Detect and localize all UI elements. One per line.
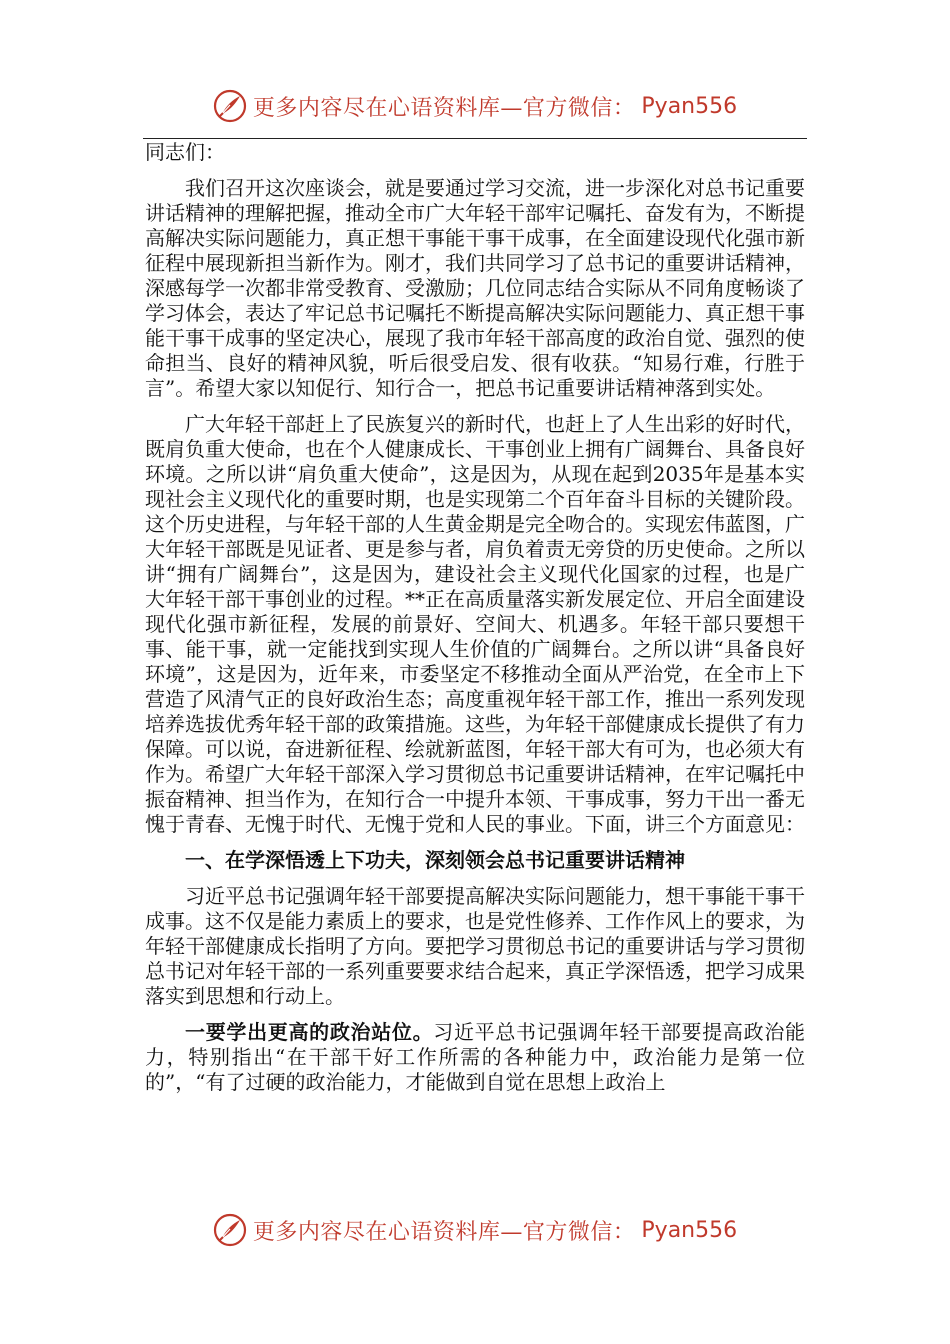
feather-pen-icon (213, 1213, 247, 1247)
salutation: 同志们： (145, 140, 225, 164)
document-body (145, 140, 805, 1106)
paragraph-1: 我们召开这次座谈会，就是要通过学习交流，进一步深化对总书记重要讲话精神的理解把握，推动全市广大年轻干部牢记嘱托、奋发有为，不断提高解决实际问题能力，真正想干事能干事干成事，在全面建设现代化强市新征程中展现新担当新作为。刚才，我们共同学习了总书记的重要讲话精神，深感每学一次都非常受教育、受激励；几位同志结合实际从不同角度畅谈了学习体会，表达了牢记总书记嘱托不断提高解决实际问题能力、真正想干事能干事干成事的坚定决心，展现了我市年轻干部高度的政治自觉、强烈的使命担当、良好的精神风貌，听后很受启发、很有收获。“知易行难，行胜于言”。希望大家以知促行、知行合一，把总书记重要讲话精神落到实处。 (145, 176, 805, 400)
paragraph-4 (145, 1020, 805, 1095)
wechat-id: Pyan556 (641, 93, 738, 119)
paragraph-2: 广大年轻干部赶上了民族复兴的新时代，也赶上了人生出彩的好时代，既肩负重大使命，也在个人健康成长、干事创业上拥有广阔舞台、具备良好环境。之所以讲“肩负重大使命”，这是因为，从现在起到2035年是基本实现社会主义现代化的重要时期，也是实现第二个百年奋斗目标的关键阶段。这个历史进程，与年轻干部的人生黄金期是完全吻合的。实现宏伟蓝图，广大年轻干部既是见证者、更是参与者，肩负着责无旁贷的历史使命。之所以讲“拥有广阔舞台”，这是因为，建设社会主义现代化国家的过程，也是广大年轻干部干事创业的过程。**正在高质量落实新发展定位、开启全面建设现代化强市新征程，发展的前景好、空间大、机遇多。年轻干部只要想干事、能干事，就一定能找到实现人生价值的广阔舞台。之所以讲“具备良好环境”，这是因为，近年来，市委坚定不移推动全面从严治党，在全市上下营造了风清气正的良好政治生态；高度重视年轻干部工作，推出一系列发现培养选拔优秀年轻干部的政策措施。这些，为年轻干部健康成长提供了有力保障。可以说，奋进新征程、绘就新蓝图，年轻干部大有可为，也必须大有作为。希望广大年轻干部深入学习贯彻总书记重要讲话精神，在牢记嘱托中振奋精神、担当作为，在知行合一中提升本领、干事成事，努力干出一番无愧于青春、无愧于时代、无愧于党和人民的事业。下面，讲三个方面意见： (145, 412, 805, 836)
banner-text: 更多内容尽在心语资料库—官方微信： (252, 1219, 636, 1245)
footer-banner (0, 1210, 950, 1250)
header-banner (0, 86, 950, 126)
wechat-id: Pyan556 (641, 1217, 738, 1243)
paragraph-3: 习近平总书记强调年轻干部要提高解决实际问题能力，想干事能干事干成事。这不仅是能力素质上的要求，也是党性修养、工作作风上的要求，为年轻干部健康成长指明了方向。要把学习贯彻总书记的重要讲话与学习贯彻总书记对年轻干部的一系列重要要求结合起来，真正学深悟透，把学习成果落实到思想和行动上。 (145, 884, 805, 1008)
paragraph-4-body: 习近平总书记强调年轻干部要提高政治能力，特别指出“在干部干好工作所需的各种能力中，政治能力是第一位的”，“有了过硬的政治能力，才能做到自觉在思想上政治上 (145, 1020, 806, 1094)
feather-pen-icon (213, 89, 247, 123)
banner-text: 更多内容尽在心语资料库—官方微信： (252, 95, 636, 121)
section-heading-1: 一、在学深悟透上下功夫，深刻领会总书记重要讲话精神 (185, 848, 685, 872)
header-rule (143, 138, 807, 139)
paragraph-4-lead: 一要学出更高的政治站位。 (185, 1020, 434, 1044)
